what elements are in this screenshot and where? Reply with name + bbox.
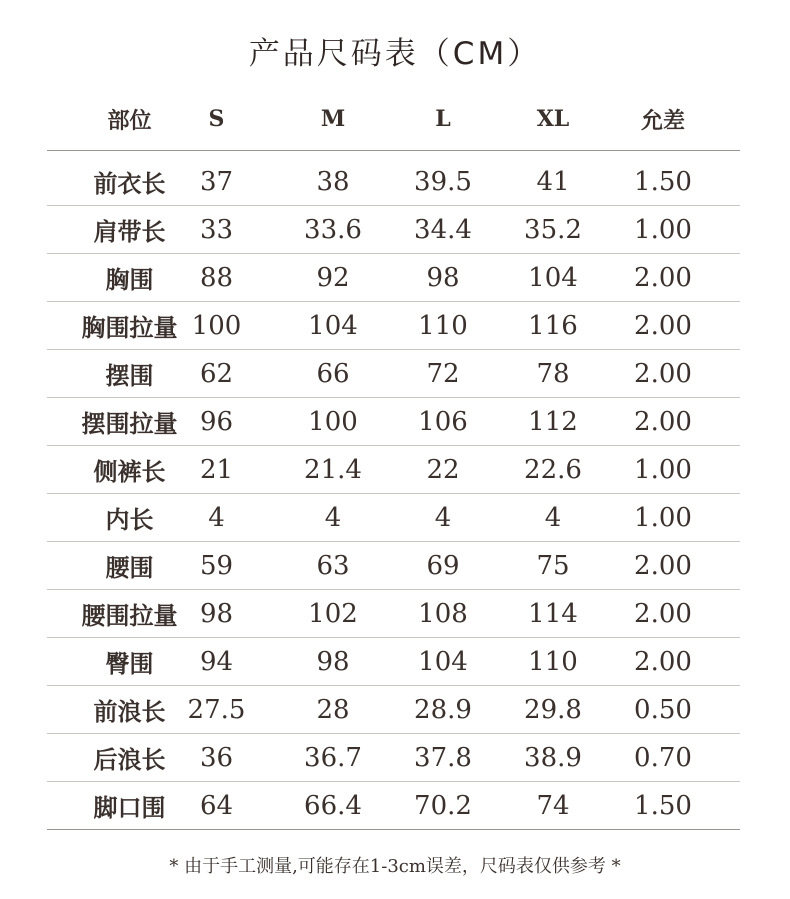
table-row <box>47 302 740 350</box>
row-l-value: 37.8 <box>414 742 472 773</box>
row-xl-value: 22.6 <box>524 454 582 485</box>
table-row <box>47 446 740 494</box>
row-part-name: 臀围 <box>105 649 154 678</box>
row-part-name: 胸围拉量 <box>81 313 178 342</box>
row-s-value: 96 <box>199 406 234 437</box>
table-row <box>47 734 740 782</box>
row-m-value: 104 <box>308 310 358 341</box>
row-m-value: 92 <box>316 262 350 293</box>
row-part-name: 胸围 <box>105 265 154 294</box>
row-part-name: 腰围拉量 <box>81 601 178 630</box>
row-xl-value: 41 <box>536 166 570 197</box>
row-part-name: 摆围 <box>105 361 154 390</box>
table-body <box>47 158 740 830</box>
row-s-value: 94 <box>199 646 234 677</box>
table-row <box>47 590 740 638</box>
row-tolerance-value: 2.00 <box>634 310 692 341</box>
row-xl-value: 104 <box>528 262 578 293</box>
table-row <box>47 638 740 686</box>
row-tolerance-value: 0.70 <box>634 742 692 773</box>
row-xl-value: 29.8 <box>524 694 582 725</box>
header-tolerance: 允差 <box>640 107 685 134</box>
row-part-name: 摆围拉量 <box>81 409 178 438</box>
row-xl-value: 35.2 <box>524 214 582 245</box>
row-xl-value: 74 <box>536 790 570 821</box>
row-l-value: 39.5 <box>414 166 472 197</box>
row-l-value: 98 <box>426 262 460 293</box>
row-l-value: 28.9 <box>414 694 472 725</box>
row-tolerance-value: 2.00 <box>634 358 692 389</box>
row-xl-value: 112 <box>528 406 578 437</box>
row-m-value: 100 <box>308 406 358 437</box>
row-xl-value: 38.9 <box>524 742 582 773</box>
row-l-value: 70.2 <box>414 790 472 821</box>
table-row <box>47 494 740 542</box>
row-l-value: 104 <box>418 646 468 677</box>
row-s-value: 33 <box>199 214 234 245</box>
row-tolerance-value: 1.00 <box>634 214 692 245</box>
table-row <box>47 686 740 734</box>
row-xl-value: 4 <box>544 502 562 533</box>
row-s-value: 36 <box>199 742 234 773</box>
table-row <box>47 254 740 302</box>
row-s-value: 88 <box>199 262 234 293</box>
row-tolerance-value: 2.00 <box>634 262 692 293</box>
table-row <box>47 206 740 254</box>
page-title: 产品尺码表（CM） <box>248 36 542 72</box>
row-s-value: 64 <box>199 790 234 821</box>
row-m-value: 4 <box>324 502 342 533</box>
row-tolerance-value: 2.00 <box>634 406 692 437</box>
table-row <box>47 158 740 206</box>
row-l-value: 106 <box>418 406 468 437</box>
row-m-value: 66.4 <box>304 790 362 821</box>
row-tolerance-value: 2.00 <box>634 550 692 581</box>
row-m-value: 33.6 <box>304 214 362 245</box>
header-part: 部位 <box>107 107 152 134</box>
row-part-name: 内长 <box>105 505 154 534</box>
row-part-name: 肩带长 <box>93 217 166 246</box>
row-m-value: 36.7 <box>304 742 362 773</box>
row-s-value: 21 <box>199 454 234 485</box>
row-l-value: 110 <box>418 310 468 341</box>
row-part-name: 侧裤长 <box>93 457 166 486</box>
row-m-value: 21.4 <box>304 454 362 485</box>
row-s-value: 98 <box>199 598 234 629</box>
row-tolerance-value: 1.00 <box>634 502 692 533</box>
row-part-name: 脚口围 <box>93 793 166 822</box>
header-m: M <box>320 106 346 132</box>
row-l-value: 22 <box>426 454 460 485</box>
row-part-name: 前浪长 <box>93 697 166 726</box>
row-l-value: 34.4 <box>414 214 472 245</box>
row-part-name: 后浪长 <box>93 745 166 774</box>
table-row <box>47 398 740 446</box>
row-tolerance-value: 1.50 <box>634 790 692 821</box>
table-row <box>47 782 740 830</box>
row-s-value: 4 <box>208 502 225 533</box>
row-l-value: 108 <box>418 598 468 629</box>
row-xl-value: 114 <box>528 598 578 629</box>
row-tolerance-value: 2.00 <box>634 598 692 629</box>
row-tolerance-value: 1.00 <box>634 454 692 485</box>
row-l-value: 69 <box>426 550 460 581</box>
row-xl-value: 75 <box>536 550 570 581</box>
row-m-value: 98 <box>316 646 350 677</box>
row-tolerance-value: 2.00 <box>634 646 692 677</box>
row-xl-value: 116 <box>528 310 578 341</box>
row-s-value: 37 <box>199 166 234 197</box>
row-s-value: 59 <box>199 550 234 581</box>
row-xl-value: 78 <box>536 358 570 389</box>
row-s-value: 62 <box>199 358 234 389</box>
row-s-value: 27.5 <box>187 694 246 725</box>
header-l: L <box>435 106 451 132</box>
row-part-name: 前衣长 <box>93 169 166 198</box>
row-tolerance-value: 1.50 <box>634 166 692 197</box>
header-divider <box>47 150 740 151</box>
table-row <box>47 542 740 590</box>
row-m-value: 28 <box>316 694 350 725</box>
row-tolerance-value: 0.50 <box>634 694 692 725</box>
row-s-value: 100 <box>191 310 242 341</box>
row-m-value: 38 <box>316 166 350 197</box>
table-header <box>47 96 740 142</box>
row-l-value: 72 <box>426 358 460 389</box>
row-part-name: 腰围 <box>105 553 154 582</box>
row-m-value: 63 <box>316 550 350 581</box>
table-row <box>47 350 740 398</box>
footnote: * 由于手工测量,可能存在1-3cm误差，尺码表仅供参考 * <box>169 856 621 877</box>
row-m-value: 66 <box>316 358 350 389</box>
row-l-value: 4 <box>434 502 452 533</box>
header-xl: XL <box>536 106 570 132</box>
header-s: S <box>208 106 225 132</box>
row-xl-value: 110 <box>528 646 578 677</box>
row-m-value: 102 <box>308 598 358 629</box>
